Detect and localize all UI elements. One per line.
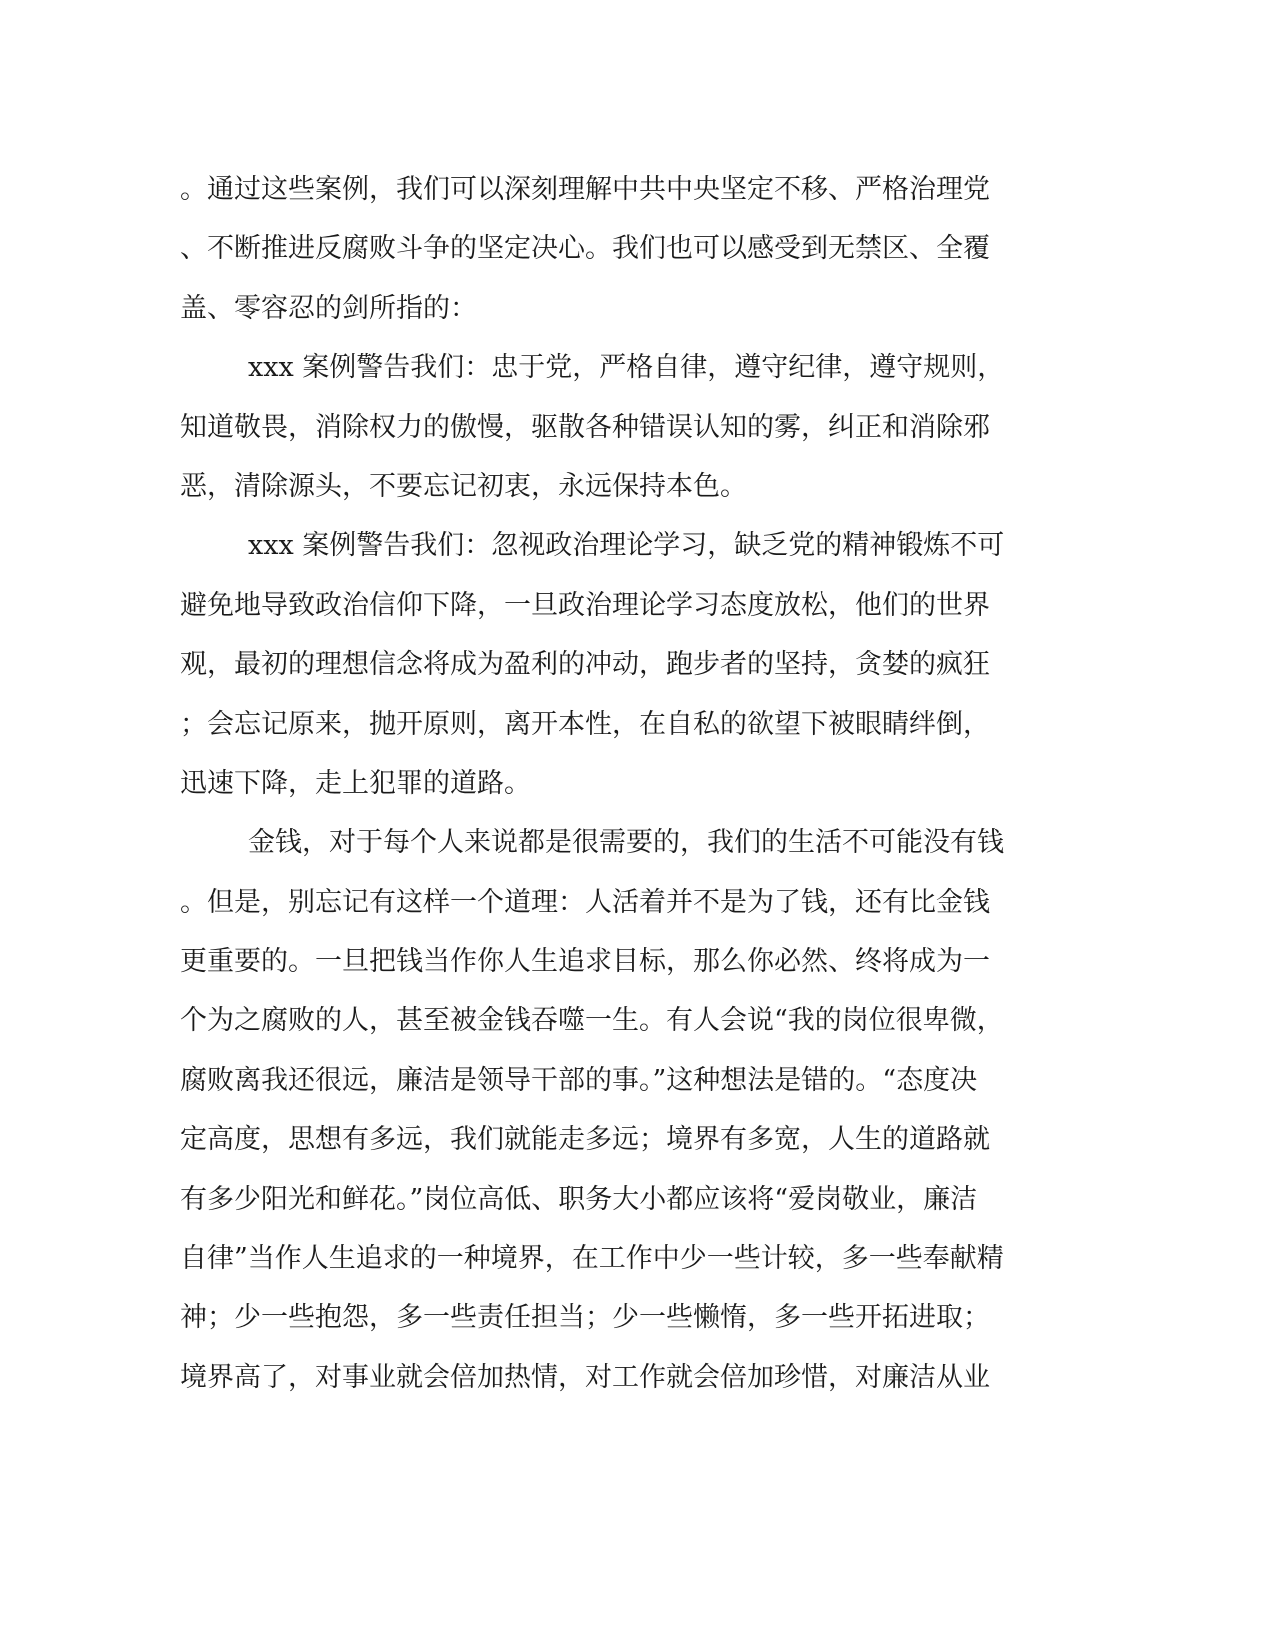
text-line: 。但是，别忘记有这样一个道理：人活着并不是为了钱，还有比金钱 [180,886,990,918]
text-line: 避免地导致政治信仰下降，一旦政治理论学习态度放松，他们的世界 [180,589,990,621]
paragraph-first-line: 金钱，对于每个人来说都是很需要的，我们的生活不可能没有钱 [248,827,1004,859]
text-line: 观，最初的理想信念将成为盈利的冲动，跑步者的坚持，贪婪的疯狂 [180,649,990,681]
text-line: 有多少阳光和鲜花。”岗位高低、职务大小都应该将“爱岗敬业，廉洁 [180,1183,978,1215]
text-line: 定高度，思想有多远，我们就能走多远；境界有多宽，人生的道路就 [180,1124,990,1156]
text-line: 知道敬畏，消除权力的傲慢，驱散各种错误认知的雾，纠正和消除邪 [180,411,990,443]
text-line: 腐败离我还很远，廉洁是领导干部的事。”这种想法是错的。“态度决 [180,1064,978,1096]
text-line: 恶，清除源头，不要忘记初衷，永远保持本色。 [180,470,747,502]
body-text [180,160,1100,1407]
paragraph-first-line: xxx 案例警告我们：忠于党，严格自律，遵守纪律，遵守规则， [248,352,1005,384]
paragraph-first-line: xxx 案例警告我们：忽视政治理论学习，缺乏党的精神锻炼不可 [248,530,1005,562]
text-line: 迅速下降，走上犯罪的道路。 [180,767,531,799]
text-line: 更重要的。一旦把钱当作你人生追求目标，那么你必然、终将成为一 [180,946,990,978]
text-line: 个为之腐败的人，甚至被金钱吞噬一生。有人会说“我的岗位很卑微， [180,1005,1004,1037]
text-line: 神；少一些抱怨，多一些责任担当；少一些懒惰，多一些开拓进取； [180,1302,990,1334]
text-line: 自律”当作人生追求的一种境界，在工作中少一些计较，多一些奉献精 [180,1243,1004,1275]
text-line: ；会忘记原来，抛开原则，离开本性，在自私的欲望下被眼睛绊倒， [180,708,990,740]
text-line: 、不断推进反腐败斗争的坚定决心。我们也可以感受到无禁区、全覆 [180,233,990,265]
text-line: 盖、零容忍的剑所指的： [180,292,477,324]
text-line: 。通过这些案例，我们可以深刻理解中共中央坚定不移、严格治理党 [180,174,990,205]
text-line: 境界高了，对事业就会倍加热情，对工作就会倍加珍惜，对廉洁从业 [180,1361,990,1393]
